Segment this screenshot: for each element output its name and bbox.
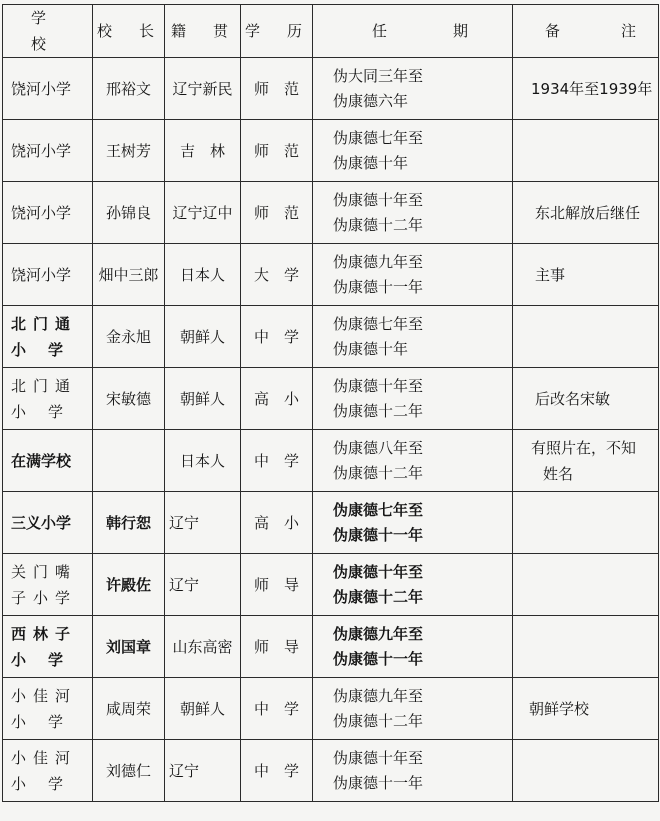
cell-principal: 宋敏德	[93, 368, 165, 430]
cell-education: 高 小	[241, 368, 313, 430]
cell-term: 伪康德十年至 伪康德十一年	[313, 740, 513, 802]
header-note: 备 注	[513, 5, 659, 58]
cell-origin: 山东高密	[165, 616, 241, 678]
table-row	[3, 554, 659, 616]
cell-term: 伪康德七年至 伪康德十年	[313, 120, 513, 182]
cell-note	[513, 616, 659, 678]
table-row	[3, 58, 659, 120]
cell-note: 朝鲜学校	[513, 678, 659, 740]
cell-education: 师 范	[241, 120, 313, 182]
cell-origin: 吉 林	[165, 120, 241, 182]
cell-school: 饶河小学	[3, 182, 93, 244]
table-row	[3, 616, 659, 678]
cell-principal: 刘德仁	[93, 740, 165, 802]
header-row	[3, 5, 659, 58]
cell-origin: 朝鲜人	[165, 678, 241, 740]
cell-term: 伪康德九年至 伪康德十一年	[313, 244, 513, 306]
cell-origin: 日本人	[165, 430, 241, 492]
table-row	[3, 678, 659, 740]
principals-table	[2, 4, 659, 802]
cell-origin: 辽宁辽中	[165, 182, 241, 244]
table-row	[3, 492, 659, 554]
cell-principal: 刘国章	[93, 616, 165, 678]
cell-principal: 邢裕文	[93, 58, 165, 120]
cell-note	[513, 492, 659, 554]
cell-education: 师 导	[241, 616, 313, 678]
cell-term: 伪康德七年至 伪康德十一年	[313, 492, 513, 554]
cell-origin: 日本人	[165, 244, 241, 306]
header-principal: 校 长	[93, 5, 165, 58]
cell-school: 饶河小学	[3, 244, 93, 306]
cell-principal	[93, 430, 165, 492]
cell-note	[513, 740, 659, 802]
cell-term: 伪大同三年至 伪康德六年	[313, 58, 513, 120]
cell-school: 小佳河 小学	[3, 740, 93, 802]
cell-school: 西林子 小学	[3, 616, 93, 678]
table-row	[3, 306, 659, 368]
header-term: 任 期	[313, 5, 513, 58]
cell-term: 伪康德九年至 伪康德十一年	[313, 616, 513, 678]
cell-education: 中 学	[241, 306, 313, 368]
cell-school: 关门嘴 子小学	[3, 554, 93, 616]
cell-note	[513, 306, 659, 368]
table-row	[3, 368, 659, 430]
cell-school: 在满学校	[3, 430, 93, 492]
table-row	[3, 244, 659, 306]
cell-origin: 辽宁	[165, 492, 241, 554]
table-row	[3, 430, 659, 492]
cell-education: 师 范	[241, 182, 313, 244]
cell-term: 伪康德七年至 伪康德十年	[313, 306, 513, 368]
cell-note	[513, 120, 659, 182]
cell-education: 中 学	[241, 740, 313, 802]
cell-principal: 许殿佐	[93, 554, 165, 616]
header-education: 学 历	[241, 5, 313, 58]
table-row	[3, 740, 659, 802]
cell-school: 小佳河 小学	[3, 678, 93, 740]
cell-education: 中 学	[241, 678, 313, 740]
cell-education: 中 学	[241, 430, 313, 492]
cell-term: 伪康德九年至 伪康德十二年	[313, 678, 513, 740]
cell-origin: 朝鲜人	[165, 368, 241, 430]
cell-school: 饶河小学	[3, 58, 93, 120]
cell-note: 有照片在，不知 姓名	[513, 430, 659, 492]
cell-origin: 辽宁	[165, 554, 241, 616]
cell-school: 三义小学	[3, 492, 93, 554]
table-row	[3, 182, 659, 244]
table-row	[3, 120, 659, 182]
header-origin: 籍 贯	[165, 5, 241, 58]
cell-term: 伪康德十年至 伪康德十二年	[313, 368, 513, 430]
cell-school: 北门通 小学	[3, 368, 93, 430]
header-school: 学 校	[3, 5, 93, 58]
cell-principal: 金永旭	[93, 306, 165, 368]
cell-school: 饶河小学	[3, 120, 93, 182]
cell-education: 师 导	[241, 554, 313, 616]
cell-note: 后改名宋敏	[513, 368, 659, 430]
cell-education: 高 小	[241, 492, 313, 554]
cell-principal: 畑中三郎	[93, 244, 165, 306]
cell-origin: 辽宁新民	[165, 58, 241, 120]
cell-principal: 咸周荣	[93, 678, 165, 740]
cell-education: 师 范	[241, 58, 313, 120]
cell-principal: 孙锦良	[93, 182, 165, 244]
cell-origin: 辽宁	[165, 740, 241, 802]
cell-education: 大 学	[241, 244, 313, 306]
cell-term: 伪康德八年至 伪康德十二年	[313, 430, 513, 492]
cell-principal: 韩行恕	[93, 492, 165, 554]
cell-term: 伪康德十年至 伪康德十二年	[313, 182, 513, 244]
cell-origin: 朝鲜人	[165, 306, 241, 368]
cell-note: 主事	[513, 244, 659, 306]
cell-school: 北门通 小学	[3, 306, 93, 368]
cell-term: 伪康德十年至 伪康德十二年	[313, 554, 513, 616]
cell-note	[513, 554, 659, 616]
cell-note: 1934年至1939年	[513, 58, 659, 120]
cell-principal: 王树芳	[93, 120, 165, 182]
cell-note: 东北解放后继任	[513, 182, 659, 244]
